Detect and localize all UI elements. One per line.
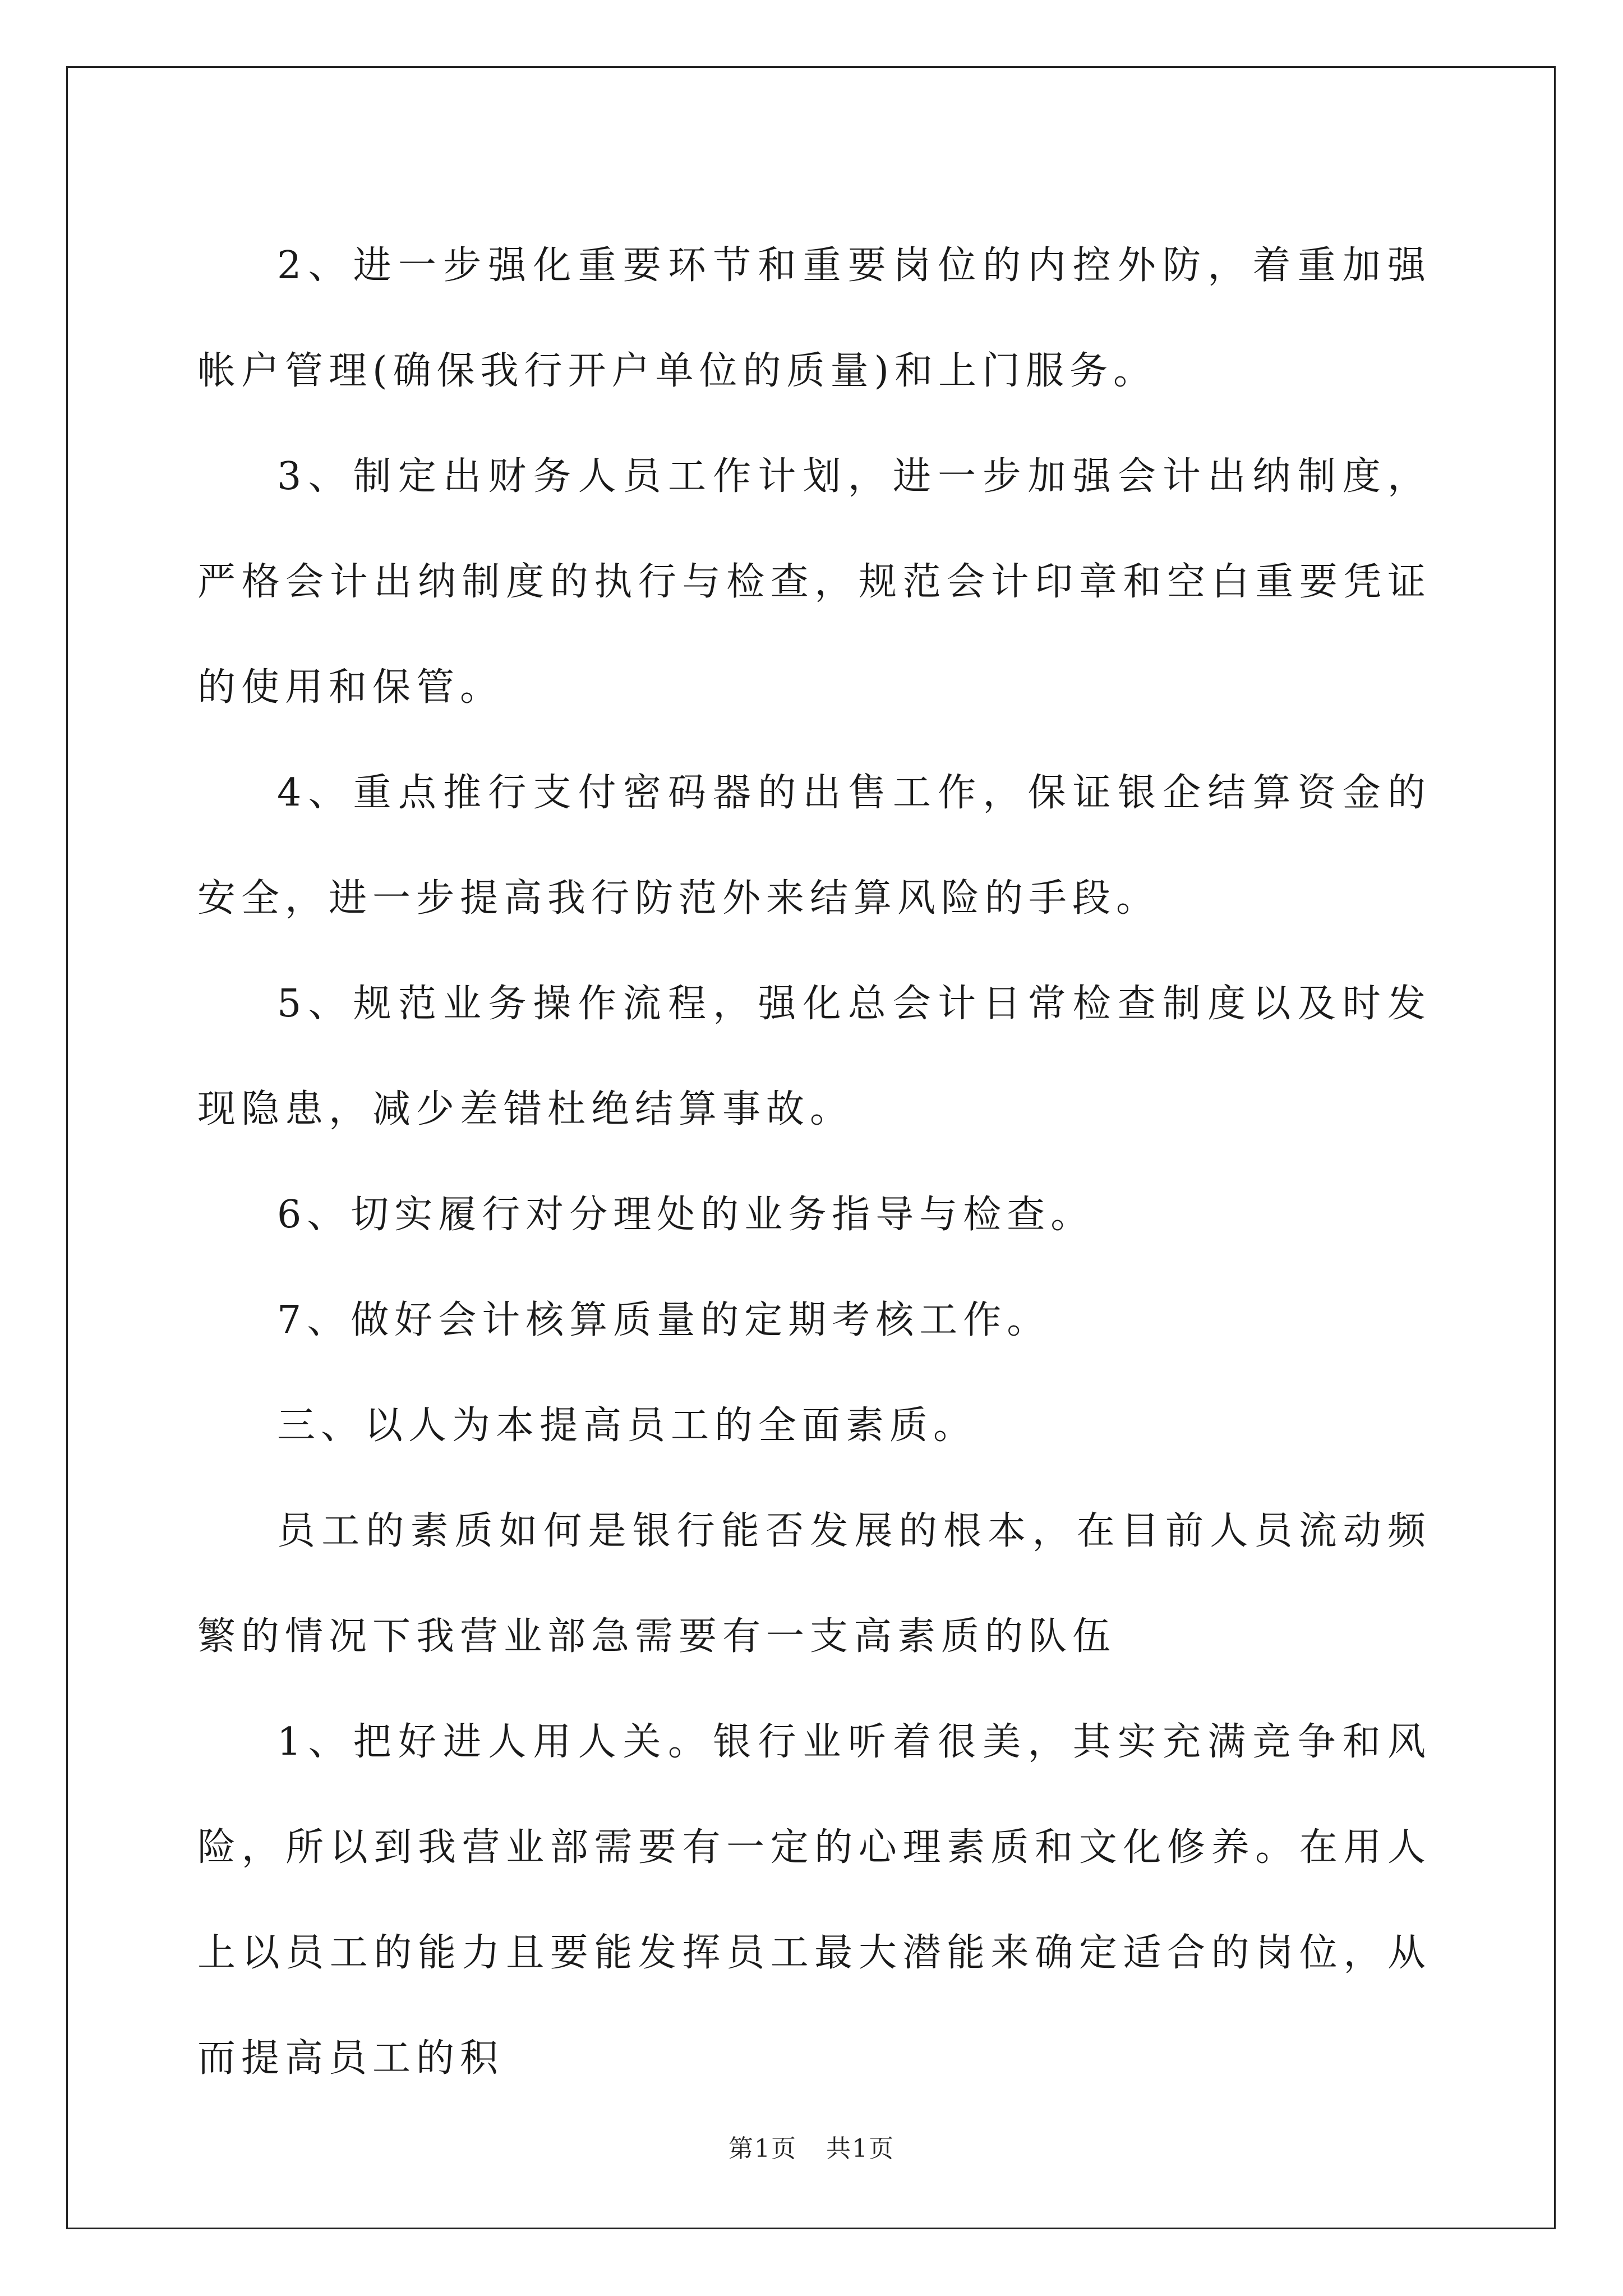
paragraph: 7、做好会计核算质量的定期考核工作。 xyxy=(277,1298,1051,1342)
paragraph: 三、以人为本提高员工的全面素质。 xyxy=(277,1404,978,1448)
paragraph: 4、重点推行支付密码器的出售工作，保证银企结算资金的安全，进一步提高我行防范外来结算风险的手段。 xyxy=(197,771,1431,921)
paragraph: 2、进一步强化重要环节和重要岗位的内控外防，着重加强帐户管理(确保我行开户单位的质量)和上门服务。 xyxy=(197,243,1431,393)
paragraph: 5、规范业务操作流程，强化总会计日常检查制度以及时发现隐患，减少差错杜绝结算事故。 xyxy=(197,982,1431,1131)
page-total: 共1页 xyxy=(826,2134,895,2163)
paragraph: 1、把好进人用人关。银行业听着很美，其实充满竞争和风险，所以到我营业部需要有一定的心理素质和文化修养。在用人上以员工的能力且要能发挥员工最大潜能来确定适合的岗位，从而提高员工的积 xyxy=(197,1720,1431,2081)
paragraph: 员工的素质如何是银行能否发展的根本，在目前人员流动频繁的情况下我营业部急需要有一支高素质的队伍 xyxy=(197,1509,1431,1659)
paragraph: 3、制定出财务人员工作计划，进一步加强会计出纳制度，严格会计出纳制度的执行与检查，规范会计印章和空白重要凭证的使用和保管。 xyxy=(197,454,1431,710)
page-number: 第1页 xyxy=(728,2134,797,2163)
page-footer xyxy=(0,2128,1623,2164)
paragraph: 6、切实履行对分理处的业务指导与检查。 xyxy=(277,1193,1095,1237)
document-body xyxy=(197,213,1431,2111)
